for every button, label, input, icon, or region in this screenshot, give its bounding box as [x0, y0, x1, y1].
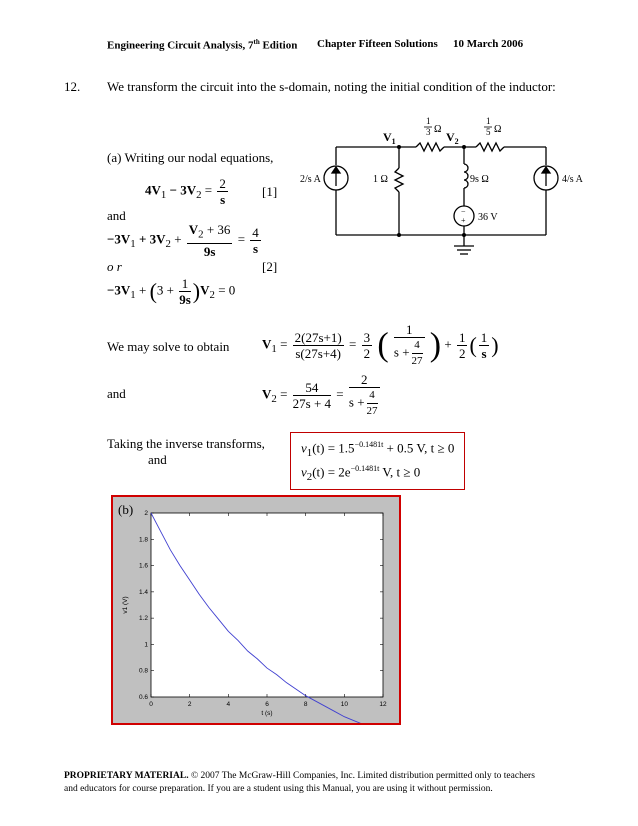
and-3: and [148, 452, 167, 467]
y-tick-label: 1.8 [138, 536, 148, 544]
y-tick-label: 0.8 [138, 667, 148, 675]
label-src-right: 4/s A [562, 174, 583, 185]
solve-text: We may solve to obtain [107, 339, 230, 354]
svg-text:5: 5 [486, 127, 491, 137]
equation-1-tag: [1] [262, 184, 278, 199]
x-tick-label: 6 [265, 701, 269, 708]
x-tick-label: 8 [303, 701, 308, 708]
svg-text:−: − [461, 207, 466, 216]
x-tick-label: 2 [187, 701, 192, 708]
plot-frame [111, 495, 401, 725]
part-b-label: (b) [118, 502, 134, 517]
y-tick-label: 1.6 [138, 562, 148, 570]
v2-solution: $V_2$ = $\frac{54}{27s + 4}$ = 2 s + $\frac{4}{27}$ [262, 372, 378, 417]
r-fifth-num: 1 [486, 116, 491, 126]
equation-2-tag: [2] [262, 259, 278, 274]
x-tick-label: 4 [226, 701, 231, 708]
label-r-one: 1 Ω [373, 174, 388, 185]
y-tick-label: 1 [144, 641, 148, 649]
svg-text:V2: $V_2$ [446, 130, 459, 146]
r-third-num: 1 [426, 116, 431, 126]
problem-number: 12. [64, 79, 81, 94]
svg-text:V1: $V_1$ [383, 130, 396, 146]
label-vsrc: 36 V [478, 212, 498, 223]
y-axis-label: v1 (V) [122, 596, 129, 614]
y-tick-label: 0.6 [138, 694, 148, 701]
y-tick-label: 2 [144, 510, 148, 517]
plot-area [151, 513, 383, 697]
header-chapter: Chapter Fifteen Solutions [317, 38, 438, 50]
equation-3: $-3V_1 + (3$ + $\frac{1}{9s}$ )$V_2 = 0$ [107, 276, 236, 307]
answer-box: $v_1(t) = 1.5^{-0.1481t} + 0.5$ V, t ≥ 0 $v_2(t) = 2e^{-0.1481t}$ V, t ≥ 0 [290, 432, 465, 490]
svg-text:3: 3 [426, 127, 431, 137]
v1-solution: $V_1$ = $\frac{2(27s+1)}{s(27s+4)}$ = $\frac{3}{2}$ ( 1 s + $\frac{4}{27}$ ) + $\frac{1}{2}$ ( $\frac{1}{s}$ ) [262, 322, 499, 367]
x-tick-label: 12 [379, 701, 387, 708]
x-axis-label: t (s) [261, 710, 273, 717]
header-book: Engineering Circuit Analysis, 7th Edition [107, 38, 298, 52]
svg-text:+: + [461, 216, 466, 225]
svg-text:Ω: Ω [494, 124, 502, 135]
or-label: o r [107, 259, 122, 274]
y-tick-label: 1.4 [138, 588, 148, 596]
x-tick-label: 0 [149, 701, 153, 708]
label-src-left: 2/s A [300, 174, 321, 185]
and-1: and [107, 208, 126, 223]
inverse-text: Taking the inverse transforms, [107, 436, 265, 451]
v1-plot [113, 497, 399, 723]
y-tick-label: 1.2 [138, 615, 148, 623]
part-a-label: (a) Writing our nodal equations, [107, 150, 274, 165]
label-r-9s: 9s Ω [470, 174, 489, 185]
equation-1: $4V_1 - 3V_2$ = $\frac{2}{s}$ [145, 176, 226, 207]
svg-text:Ω: Ω [434, 124, 442, 135]
and-2: and [107, 386, 126, 401]
footer: PROPRIETARY MATERIAL. © 2007 The McGraw-Hill Companies, Inc. Limited distribution permitted only to teachers and educators for course preparation. If you are a student using this Manual, you are using it without permission. [64, 771, 535, 794]
problem-intro: We transform the circuit into the s-domain, noting the initial condition of the inductor: [107, 79, 556, 94]
header-date: 10 March 2006 [453, 38, 524, 50]
circuit-diagram [296, 110, 586, 260]
x-tick-label: 10 [340, 701, 348, 708]
equation-2: $-3V_1 + 3V_2$ + $\frac{V_2 + 36}{9s}$ = $\frac{4}{s}$ [107, 222, 259, 259]
